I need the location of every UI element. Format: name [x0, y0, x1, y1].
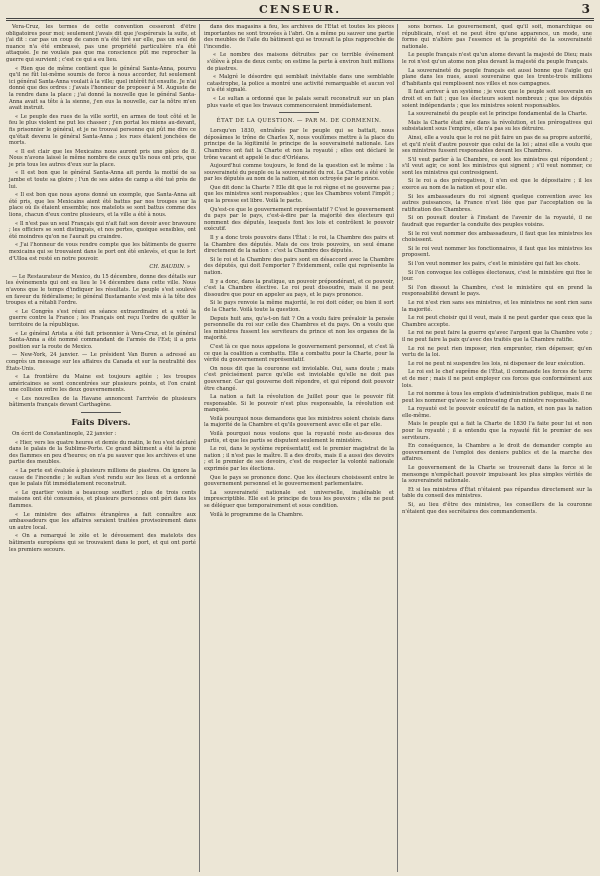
paragraph: Si le roi et la Chambre des pairs sont en désaccord avec la Chambre des députés, qui doit l'emporter ? Évidemment, celle qui représente la nation.: [204, 256, 394, 276]
paragraph: sons bornes. Le gouvernement, quel qu'il soit, monarchique ou républicain, n'est et ne peut être qu'une apparence, un mode, une forme qui n'altère pas l'essence et la propriété de la souveraineté nationale.: [402, 24, 592, 50]
column-2: [204, 24, 394, 872]
paragraph: Il faut arriver à un système ; je veux que le peuple soit souverain en droit et en fait ; que les électeurs soient nombreux ; que les députés soient indépendants ; que les ministres soient responsables.: [402, 89, 592, 109]
column-divider: [397, 24, 398, 872]
paragraph: Le peuple français n'est qu'un atome devant la majesté de Dieu; mais le roi n'est qu'un atome non plus devant la majesté du peuple français.: [402, 52, 592, 65]
page-number: 3: [581, 2, 590, 16]
paragraph: Voilà pourquoi nous voulons que la royauté reste au-dessus des partis, et que les partis se disputent seulement le ministère.: [204, 431, 394, 444]
paragraph: « Malgré le désordre qui semblait inévitable dans une semblable catastrophe, la police a montré une activité remarquable et aucun vol n'a été signalé.: [207, 74, 394, 94]
paragraph: Aujourd'hui comme toujours, le fond de la question est le même : la souveraineté du peuple ou la souveraineté du roi. La Charte a été votée par les députés au nom de la nation, et non octroyée par le prince.: [204, 163, 394, 183]
paragraph: Si l'on convoque les collèges électoraux, c'est le ministère qui fixe le jour.: [402, 269, 592, 283]
paragraph: Et si les ministres d'État n'étaient pas répandus directement sur la table du conseil des ministres.: [402, 486, 592, 500]
paragraph: Que dit donc la Charte ? Elle dit que le roi règne et ne gouverne pas ; que les ministres sont responsables ; que les Chambres votent l'impôt ; que la presse est libre. Voilà le pacte.: [204, 184, 394, 205]
paragraph: Le roi est le chef suprême de l'État, il commande les forces de terre et de mer ; mais il ne peut employer ces forces que conformément aux lois.: [402, 369, 592, 389]
paragraph: Vera-Cruz, les termes de cette convention cesseront d'être obligatoires pour moi; seulement j'avais dit que j'espérerais la suite, et j'ai dit : car pas un coup de canon n'a été tiré sur elle, pas un seul de nuance n'a été embrassé, pas une propriété particulière n'a été attaquée. Je ne voulais pas que ma conscience pût me reprocher la guerre qui survient ; c'est ce qui a eu lieu.: [6, 24, 196, 63]
paragraph: — Le Restaurateur de Mexico, du 15 décembre, donne des détails sur les événements qui ont eu lieu le 14 décembre dans cette ville. Nous n'avons que le temps d'indiquer les résultats. Le peuple s'est soulevé en faveur du fédéralisme; le général Bustamante s'est mis à la tête des troupes et a rétabli l'ordre.: [6, 273, 196, 307]
page-header: [6, 3, 594, 17]
paragraph: Le roi ne peut rien imposer, rien emprunter, rien dépenser, qu'en vertu de la loi.: [402, 345, 592, 359]
paragraph: Le roi ne peut faire la guerre qu'avec l'argent que la Chambre vote ; il ne peut faire la paix qu'avec des traités que la Chambre ratifie.: [402, 330, 592, 343]
paragraph: « Il est bon que le général Santa-Anna ait perdu la moitié de sa jambe et toute sa gloire ; l'un de ses aides de camp a été tué près de lui.: [9, 170, 196, 190]
paragraph: Le gouvernement de la Charte se trouverait dans la force si le mensonge n'empêchait pouvoir impuissant les plus simples vérités de la souveraineté nationale.: [402, 465, 592, 485]
paragraph: Si, au lieu d'être des ministres, les conseillers de la couronne n'étaient que des secrétaires des commandements.: [402, 502, 592, 515]
paragraph: Le roi ne peut ni suspendre les lois, ni dispenser de leur exécution.: [408, 360, 585, 367]
paragraph: « Le général Arista a été fait prisonnier à Vera-Cruz, et le général Santa-Anna a été nommé commandant de l'armée de l'Est; il a pris position sur la route de Mexico.: [9, 330, 196, 350]
paragraph: « Le nombre des maisons détruites par ce terrible événement s'élève à plus de deux cents; on estime la perte à environ huit millions de piastres.: [207, 52, 394, 72]
article-heading: ÉTAT DE LA QUESTION. — PAR M. DE CORMENIN.: [216, 118, 382, 125]
paragraph: Si on pouvait douter à l'instant de l'avenir de la royauté, il ne faudrait que regarder la conduite des peuples voisins.: [402, 215, 592, 229]
paragraph: C'est là ce que nous appelons le gouvernement personnel, et c'est là ce que la coalition a combattu. Elle a combattu pour la Charte, pour la vérité du gouvernement représentatif.: [204, 343, 394, 364]
paragraph: « Le ministre des affaires étrangères a fait connaître aux ambassadeurs que les affaires seraient traitées provisoirement dans un autre local.: [9, 511, 196, 531]
paragraph: Si le roi a des prérogatives, il n'en est que le dépositaire ; il les exerce au nom de la nation et pour elle.: [402, 178, 592, 192]
paragraph: — New-York, 24 janvier. — Le président Van Buren a adressé au congrès un message sur les affaires du Canada et sur la neutralité des États-Unis.: [6, 352, 196, 372]
paragraph: « Hier, vers les quatre heures et demie du matin, le feu s'est déclaré dans le palais de la Sublime-Porte. Ce grand bâtiment a été la proie des flammes en peu d'heures; on n'a pu sauver que les archives et une partie des meubles.: [9, 439, 196, 466]
column-1: [6, 24, 196, 872]
paragraph: Mais le peuple qui a fait la Charte de 1830 l'a faite pour lui et non pour la royauté ; il a entendu que la royauté fût le premier de ses serviteurs.: [402, 421, 592, 441]
paragraph: Qu'est-ce que le gouvernement représentatif ? C'est le gouvernement du pays par le pays, c'est-à-dire par la majorité des électeurs qui nomment des députés, lesquels font les lois et contrôlent le pouvoir exécutif.: [204, 206, 394, 233]
paragraph: Si le roi veut nommer des ambassadeurs, il faut que les ministres les choisissent.: [402, 230, 592, 244]
paragraph: « Il n'est pas un seul Français qui n'ait fait son devoir avec bravoure ; les officiers se sont distingués, et nos pertes, quoique sensibles, ont été moindres qu'on ne l'aurait pu craindre.: [9, 220, 196, 240]
paragraph: Voilà pourquoi nous demandons que les ministres soient choisis dans la majorité de la Chambre et qu'ils gouvernent avec elle et par elle.: [204, 415, 394, 429]
paragraph: La nation a fait la révolution de Juillet pour que le pouvoir fût responsable. Si le pouvoir n'est plus responsable, la révolution est manquée.: [204, 394, 394, 414]
paragraph: Depuis huit ans, qu'a-t-on fait ? On a voulu faire prévaloir la pensée personnelle du roi sur celle des Chambres et du pays. On a voulu que les ministres fussent les serviteurs du prince et non les organes de la majorité.: [204, 315, 394, 342]
dateline: On écrit de Constantinople, 22 janvier :: [12, 431, 117, 438]
paragraph: Le roi n'est rien sans ses ministres, et les ministres ne sont rien sans la majorité.: [402, 299, 592, 313]
paragraph: Si les ambassadeurs du roi signent quelque convention avec les autres puissances, la France n'est liée que par l'acceptation ou la ratification des Chambres.: [402, 193, 592, 213]
paragraph: Il y a donc trois pouvoirs dans l'État : le roi, la Chambre des pairs et la Chambre des députés. Mais de ces trois pouvoirs, un seul émane directement de la nation : c'est la Chambre des députés.: [204, 235, 394, 255]
paragraph: Le roi peut choisir qui il veut, mais il ne peut garder que ceux que la Chambre accepte.: [402, 315, 592, 328]
paragraph: S'il veut parler à la Chambre, ce sont les ministres qui répondent ; s'il veut agir, ce sont les ministres qui signent ; s'il veut nommer, ce sont les ministres qui contresignent.: [402, 156, 592, 176]
paragraph: Ainsi, elle a voulu que le roi ne pût faire un pas de sa propre autorité, et qu'il n'eût d'autre pouvoir que celui de la loi ; ainsi elle a voulu que ses ministres fussent responsables devant les Chambres.: [402, 134, 592, 155]
paragraph: « Rien que de même contient que le général Santa-Anna, pourvu qu'il ne fût lui-même soumis de force à nous accorder, fut seulement ici général Santa-Anna voulait à la ville; quel intérêt fut ensuite. Je n'ai donné que des ordres : j'avais l'honneur de proposer à M. Auguste de la rendre dans la place ; j'ai donné la nouvelle que le général Santa-Anna avait sa tête à la sienne, j'en eus la nouvelle, car la nôtre m'en avait instruit.: [9, 65, 196, 112]
paragraph: « Le Congrès s'est réuni en séance extraordinaire et a voté la guerre contre la France ; les Français ont reçu l'ordre de quitter le territoire de la république.: [9, 308, 196, 328]
paragraph: « Le quartier voisin a beaucoup souffert ; plus de trois cents maisons ont été consumées, et plusieurs personnes ont péri dans les flammes.: [9, 489, 196, 509]
paragraph: On nous dit que la couronne est inviolable. Oui, sans doute ; mais c'est précisément parce qu'elle est inviolable qu'elle ne doit pas gouverner. Car qui gouverne doit répondre, et qui répond doit pouvoir être changé.: [204, 365, 394, 392]
paragraph: « Il est bon que nous ayons donné un exemple, que Santa-Anna ait été pris, que les Mexicains aient été battus par nos troupes sur la place où ils étaient ensemble; nos matelots se sont battus comme des lions, chacun d'eux contre plusieurs, et la ville a été à nous.: [9, 192, 196, 219]
paragraph: dans des magasins à feu, les archives de l'État et toutes les pièces importantes ne sont trouvées à l'abri. On a même pu sauver une partie des meubles de l'aile du bâtiment qui se trouvait la plus rapprochée de l'incendie.: [204, 24, 394, 50]
paragraph: « La frontière du Maine est toujours agitée ; les troupes américaines se sont concentrées sur plusieurs points, et l'on craint une collision entre les deux gouvernements.: [9, 374, 196, 394]
paragraph: « Le peuple des rues de la ville sortit, en armes de tout côté et le feu le plus violent ne put les chasser ; j'en portai les miens au-devant, fis prisonnier le général, et je ne trouvai personne qui pût me dire ce qu'était devenu le général Santa-Anna ; les rues étaient jonchées de morts.: [9, 113, 196, 147]
paragraph: « La perte est évaluée à plusieurs millions de piastres. On ignore la cause de l'incendie ; le sultan s'est rendu sur les lieux et a ordonné que le palais fût immédiatement reconstruit.: [9, 468, 196, 488]
signature: CH. BAUDIN. »: [149, 264, 190, 271]
paragraph: La royauté est le pouvoir exécutif de la nation, et non pas la nation elle-même.: [402, 406, 592, 419]
section-divider: [81, 412, 121, 413]
newspaper-title: CENSEUR.: [258, 3, 342, 16]
paragraph: Lorsqu'en 1830, entraînés par le peuple qui se battait, nous déposâmes le trône de Charles X, nous voulûmes mettre à la place du principe de la légitimité le principe de la souveraineté nationale. Les Chambres ont fait la Charte et non la royauté ; elles ont déclaré le trône vacant et appelé le duc d'Orléans.: [204, 128, 394, 161]
paragraph: Si le pays renvoie la même majorité, le roi doit céder, ou bien il sort de la Charte. Voilà toute la question.: [204, 300, 394, 313]
column-3: [402, 24, 592, 872]
paragraph: Que le pays se prononce donc. Que les électeurs choisissent entre le gouvernement personnel et le gouvernement parlementaire.: [204, 474, 394, 488]
paragraph: « On a remarqué le zèle et le dévouement des matelots des bâtiments européens qui se trouvaient dans le port, et qui ont porté les premiers secours.: [9, 533, 196, 553]
paragraph: La souveraineté du peuple français est aussi bonne que l'aigle qui plane dans les nues, aussi souveraine que les trente-trois millions d'habitants qui remplissent nos villes et nos campagnes.: [402, 67, 592, 87]
paragraph: « Le sultan a ordonné que le palais serait reconstruit sur un plan plus vaste et que les travaux commenceraient immédiatement.: [207, 95, 394, 109]
paragraph: « J'ai l'honneur de vous rendre compte que les bâtiments de guerre mexicains qui se trouvaient dans le port ont été enlevés, et que le fort d'Ulloa est resté en notre pouvoir.: [9, 242, 196, 262]
header-rule: [6, 18, 594, 19]
section-divider: [279, 112, 319, 113]
paragraph: « Il est clair que les Mexicains nous auront pris une pièce de 8. Nous n'avons laissé le même nombre de ceux qu'ils nous ont pris, que je pris tous les autres d'eux sur la place.: [9, 148, 196, 168]
paragraph: La souveraineté nationale est universelle, inaliénable et imprescriptible. Elle est le principe de tous les pouvoirs ; elle ne peut se déléguer que temporairement et sous condition.: [204, 489, 394, 509]
column-divider: [199, 24, 200, 872]
paragraph: Le roi, dans le système représentatif, est le premier magistrat de la nation ; il n'est pas le maître. Il a des droits, mais il a aussi des devoirs ; et le premier de ses devoirs, c'est de respecter la volonté nationale exprimée par les élections.: [204, 446, 394, 473]
paragraph: « Les nouvelles de la Havane annoncent l'arrivée de plusieurs bâtiments français devant Carthagène.: [9, 395, 196, 409]
section-title-faits-divers: Faits Divers.: [71, 418, 131, 429]
paragraph: Si l'on veut nommer les pairs, c'est le ministère qui fait les choix.: [408, 261, 580, 267]
paragraph: Voilà le programme de la Chambre.: [210, 511, 304, 518]
paragraph: Mais la Charte était née dans la révolution, et les prérogatives qui subsistaient sous l'empire, elle n'a pas su les détruire.: [402, 119, 592, 133]
paragraph: Si le roi veut nommer les fonctionnaires, il faut que les ministres les proposent.: [402, 245, 592, 259]
paragraph: Le roi nomme à tous les emplois d'administration publique, mais il ne peut les nommer qu'avec le contreseing d'un ministre responsable.: [402, 391, 592, 404]
paragraph: En conséquence, la Chambre a le droit de demander compte au gouvernement de l'emploi des deniers publics et de la marche des affaires.: [402, 443, 592, 463]
paragraph: La souveraineté du peuple est le principe fondamental de la Charte.: [408, 111, 588, 118]
paragraph: Il y a donc, dans la pratique, un pouvoir prépondérant, et ce pouvoir, c'est la Chambre élective. Le roi peut dissoudre, mais il ne peut dissoudre que pour en appeler au pays, et le pays prononce.: [204, 278, 394, 298]
paragraph: Si l'on dissout la Chambre, c'est le ministère qui en prend la responsabilité devant le pays.: [402, 284, 592, 298]
header-rule-2: [6, 20, 594, 21]
